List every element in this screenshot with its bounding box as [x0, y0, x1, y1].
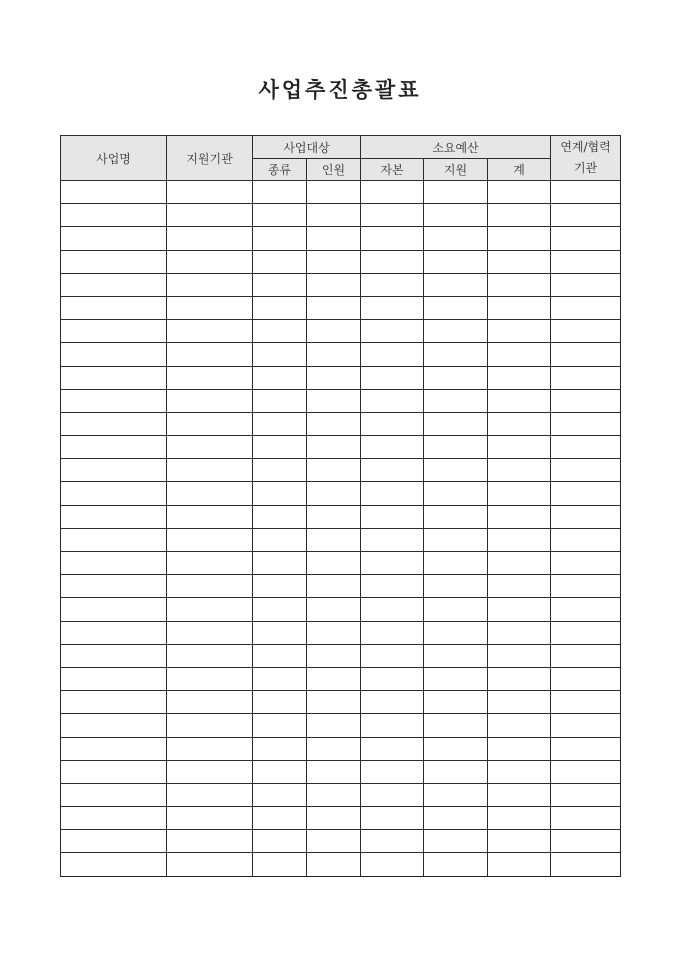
cell-business-name[interactable]	[61, 737, 167, 760]
cell-budget-support[interactable]	[424, 482, 488, 505]
cell-business-name[interactable]	[61, 667, 167, 690]
cell-budget-total[interactable]	[488, 459, 551, 482]
cell-budget-capital[interactable]	[361, 343, 424, 366]
table-row	[61, 436, 621, 459]
cell-business-name[interactable]	[61, 714, 167, 737]
cell-budget-capital[interactable]	[361, 273, 424, 296]
cell-budget-capital[interactable]	[361, 227, 424, 250]
cell-budget-total[interactable]	[488, 691, 551, 714]
cell-target-people[interactable]	[307, 528, 361, 551]
cell-business-name[interactable]	[61, 389, 167, 412]
table-row	[61, 714, 621, 737]
cell-target-type[interactable]	[253, 505, 307, 528]
cell-target-people[interactable]	[307, 691, 361, 714]
table-row	[61, 691, 621, 714]
table-row	[61, 830, 621, 853]
cell-budget-total[interactable]	[488, 296, 551, 319]
cell-budget-support[interactable]	[424, 853, 488, 876]
cell-target-type[interactable]	[253, 783, 307, 806]
cell-support-org[interactable]	[167, 343, 253, 366]
cell-budget-support[interactable]	[424, 204, 488, 227]
cell-budget-capital[interactable]	[361, 366, 424, 389]
business-summary-table	[60, 135, 621, 877]
cell-partner-org[interactable]	[551, 366, 621, 389]
header-budget-capital: 자본	[361, 159, 424, 181]
cell-budget-support[interactable]	[424, 181, 488, 204]
table-row	[61, 412, 621, 435]
cell-target-people[interactable]	[307, 737, 361, 760]
cell-budget-total[interactable]	[488, 482, 551, 505]
cell-target-type[interactable]	[253, 343, 307, 366]
cell-target-people[interactable]	[307, 482, 361, 505]
cell-budget-capital[interactable]	[361, 389, 424, 412]
header-budget-group: 소요예산	[361, 136, 551, 159]
cell-budget-total[interactable]	[488, 598, 551, 621]
cell-support-org[interactable]	[167, 691, 253, 714]
cell-budget-capital[interactable]	[361, 436, 424, 459]
cell-budget-support[interactable]	[424, 436, 488, 459]
table-row	[61, 667, 621, 690]
cell-target-type[interactable]	[253, 667, 307, 690]
cell-support-org[interactable]	[167, 296, 253, 319]
cell-budget-support[interactable]	[424, 459, 488, 482]
cell-target-people[interactable]	[307, 575, 361, 598]
cell-partner-org[interactable]	[551, 830, 621, 853]
cell-budget-capital[interactable]	[361, 552, 424, 575]
cell-target-type[interactable]	[253, 412, 307, 435]
cell-support-org[interactable]	[167, 598, 253, 621]
cell-target-type[interactable]	[253, 598, 307, 621]
cell-partner-org[interactable]	[551, 691, 621, 714]
table-row	[61, 366, 621, 389]
cell-target-people[interactable]	[307, 853, 361, 876]
header-partner-org	[551, 136, 621, 181]
table-row	[61, 273, 621, 296]
cell-target-people[interactable]	[307, 436, 361, 459]
cell-partner-org[interactable]	[551, 737, 621, 760]
cell-budget-total[interactable]	[488, 783, 551, 806]
table-body	[61, 181, 621, 877]
cell-support-org[interactable]	[167, 412, 253, 435]
cell-budget-support[interactable]	[424, 621, 488, 644]
cell-budget-capital[interactable]	[361, 204, 424, 227]
cell-budget-capital[interactable]	[361, 853, 424, 876]
table-row	[61, 760, 621, 783]
cell-target-type[interactable]	[253, 250, 307, 273]
cell-budget-capital[interactable]	[361, 412, 424, 435]
cell-partner-org[interactable]	[551, 528, 621, 551]
cell-business-name[interactable]	[61, 528, 167, 551]
cell-budget-capital[interactable]	[361, 459, 424, 482]
cell-target-people[interactable]	[307, 714, 361, 737]
cell-target-type[interactable]	[253, 853, 307, 876]
cell-business-name[interactable]	[61, 621, 167, 644]
cell-budget-support[interactable]	[424, 250, 488, 273]
cell-budget-support[interactable]	[424, 644, 488, 667]
cell-business-name[interactable]	[61, 505, 167, 528]
cell-budget-support[interactable]	[424, 366, 488, 389]
header-target-group: 사업대상	[253, 136, 361, 159]
table-row	[61, 621, 621, 644]
table-row	[61, 250, 621, 273]
cell-budget-support[interactable]	[424, 552, 488, 575]
cell-target-type[interactable]	[253, 528, 307, 551]
table-row	[61, 853, 621, 876]
cell-business-name[interactable]	[61, 366, 167, 389]
cell-target-people[interactable]	[307, 598, 361, 621]
cell-support-org[interactable]	[167, 250, 253, 273]
cell-budget-capital[interactable]	[361, 482, 424, 505]
cell-partner-org[interactable]	[551, 436, 621, 459]
cell-target-type[interactable]	[253, 366, 307, 389]
cell-business-name[interactable]	[61, 691, 167, 714]
cell-partner-org[interactable]	[551, 621, 621, 644]
cell-budget-support[interactable]	[424, 737, 488, 760]
cell-budget-support[interactable]	[424, 783, 488, 806]
cell-business-name[interactable]	[61, 320, 167, 343]
cell-business-name[interactable]	[61, 436, 167, 459]
cell-target-people[interactable]	[307, 552, 361, 575]
cell-budget-total[interactable]	[488, 366, 551, 389]
cell-support-org[interactable]	[167, 389, 253, 412]
cell-budget-total[interactable]	[488, 737, 551, 760]
cell-partner-org[interactable]	[551, 412, 621, 435]
cell-business-name[interactable]	[61, 459, 167, 482]
cell-business-name[interactable]	[61, 552, 167, 575]
cell-budget-support[interactable]	[424, 807, 488, 830]
cell-budget-total[interactable]	[488, 667, 551, 690]
table-row	[61, 320, 621, 343]
cell-budget-support[interactable]	[424, 227, 488, 250]
cell-budget-capital[interactable]	[361, 830, 424, 853]
cell-business-name[interactable]	[61, 412, 167, 435]
cell-budget-capital[interactable]	[361, 691, 424, 714]
cell-target-people[interactable]	[307, 389, 361, 412]
cell-business-name[interactable]	[61, 575, 167, 598]
cell-budget-total[interactable]	[488, 273, 551, 296]
cell-budget-capital[interactable]	[361, 714, 424, 737]
table-row	[61, 644, 621, 667]
table-row	[61, 343, 621, 366]
cell-target-people[interactable]	[307, 830, 361, 853]
cell-budget-total[interactable]	[488, 227, 551, 250]
cell-support-org[interactable]	[167, 783, 253, 806]
cell-partner-org[interactable]	[551, 482, 621, 505]
cell-support-org[interactable]	[167, 644, 253, 667]
cell-budget-capital[interactable]	[361, 737, 424, 760]
cell-budget-support[interactable]	[424, 528, 488, 551]
table-row	[61, 227, 621, 250]
cell-target-type[interactable]	[253, 389, 307, 412]
cell-target-people[interactable]	[307, 783, 361, 806]
cell-support-org[interactable]	[167, 714, 253, 737]
cell-support-org[interactable]	[167, 181, 253, 204]
table-row	[61, 783, 621, 806]
table-row	[61, 204, 621, 227]
cell-target-type[interactable]	[253, 459, 307, 482]
cell-budget-support[interactable]	[424, 343, 488, 366]
cell-partner-org[interactable]	[551, 760, 621, 783]
header-target-type: 종류	[253, 159, 307, 181]
cell-support-org[interactable]	[167, 830, 253, 853]
cell-business-name[interactable]	[61, 807, 167, 830]
cell-budget-support[interactable]	[424, 830, 488, 853]
table-row	[61, 459, 621, 482]
cell-support-org[interactable]	[167, 853, 253, 876]
cell-support-org[interactable]	[167, 552, 253, 575]
cell-budget-total[interactable]	[488, 204, 551, 227]
cell-target-type[interactable]	[253, 691, 307, 714]
cell-budget-support[interactable]	[424, 691, 488, 714]
header-budget-total: 계	[488, 159, 551, 181]
table-row	[61, 296, 621, 319]
cell-target-people[interactable]	[307, 807, 361, 830]
cell-partner-org[interactable]	[551, 853, 621, 876]
cell-budget-total[interactable]	[488, 320, 551, 343]
cell-partner-org[interactable]	[551, 343, 621, 366]
cell-target-people[interactable]	[307, 273, 361, 296]
cell-budget-total[interactable]	[488, 436, 551, 459]
cell-partner-org[interactable]	[551, 389, 621, 412]
cell-budget-total[interactable]	[488, 807, 551, 830]
cell-budget-total[interactable]	[488, 552, 551, 575]
table-row	[61, 552, 621, 575]
cell-business-name[interactable]	[61, 760, 167, 783]
cell-partner-org[interactable]	[551, 644, 621, 667]
header-business-name: 사업명	[61, 136, 167, 181]
cell-target-type[interactable]	[253, 320, 307, 343]
cell-budget-total[interactable]	[488, 853, 551, 876]
cell-budget-total[interactable]	[488, 250, 551, 273]
cell-support-org[interactable]	[167, 760, 253, 783]
cell-target-people[interactable]	[307, 505, 361, 528]
cell-support-org[interactable]	[167, 575, 253, 598]
table-row	[61, 598, 621, 621]
cell-support-org[interactable]	[167, 204, 253, 227]
cell-target-type[interactable]	[253, 644, 307, 667]
cell-target-type[interactable]	[253, 552, 307, 575]
cell-budget-capital[interactable]	[361, 783, 424, 806]
table-row	[61, 482, 621, 505]
cell-budget-total[interactable]	[488, 714, 551, 737]
cell-budget-total[interactable]	[488, 830, 551, 853]
cell-partner-org[interactable]	[551, 459, 621, 482]
cell-budget-total[interactable]	[488, 760, 551, 783]
cell-target-type[interactable]	[253, 296, 307, 319]
cell-budget-capital[interactable]	[361, 181, 424, 204]
cell-budget-capital[interactable]	[361, 621, 424, 644]
cell-budget-capital[interactable]	[361, 528, 424, 551]
cell-business-name[interactable]	[61, 853, 167, 876]
cell-target-people[interactable]	[307, 621, 361, 644]
cell-support-org[interactable]	[167, 505, 253, 528]
cell-budget-support[interactable]	[424, 389, 488, 412]
cell-business-name[interactable]	[61, 181, 167, 204]
cell-business-name[interactable]	[61, 250, 167, 273]
header-support-org: 지원기관	[167, 136, 253, 181]
cell-partner-org[interactable]	[551, 273, 621, 296]
table-row	[61, 528, 621, 551]
cell-budget-total[interactable]	[488, 528, 551, 551]
cell-partner-org[interactable]	[551, 227, 621, 250]
table-row	[61, 181, 621, 204]
cell-target-type[interactable]	[253, 181, 307, 204]
cell-support-org[interactable]	[167, 227, 253, 250]
cell-business-name[interactable]	[61, 227, 167, 250]
cell-partner-org[interactable]	[551, 505, 621, 528]
header-partner-org-line2: 기관	[573, 161, 598, 175]
cell-budget-capital[interactable]	[361, 667, 424, 690]
cell-target-people[interactable]	[307, 181, 361, 204]
cell-budget-total[interactable]	[488, 505, 551, 528]
cell-business-name[interactable]	[61, 830, 167, 853]
cell-budget-total[interactable]	[488, 343, 551, 366]
cell-budget-support[interactable]	[424, 320, 488, 343]
cell-target-type[interactable]	[253, 760, 307, 783]
cell-support-org[interactable]	[167, 459, 253, 482]
cell-budget-capital[interactable]	[361, 807, 424, 830]
cell-partner-org[interactable]	[551, 575, 621, 598]
cell-target-type[interactable]	[253, 482, 307, 505]
cell-budget-support[interactable]	[424, 598, 488, 621]
cell-target-people[interactable]	[307, 412, 361, 435]
cell-target-type[interactable]	[253, 737, 307, 760]
cell-target-people[interactable]	[307, 644, 361, 667]
cell-budget-total[interactable]	[488, 412, 551, 435]
cell-target-type[interactable]	[253, 204, 307, 227]
cell-budget-capital[interactable]	[361, 760, 424, 783]
cell-budget-support[interactable]	[424, 296, 488, 319]
cell-budget-support[interactable]	[424, 273, 488, 296]
table-row	[61, 389, 621, 412]
cell-partner-org[interactable]	[551, 783, 621, 806]
cell-partner-org[interactable]	[551, 552, 621, 575]
cell-support-org[interactable]	[167, 667, 253, 690]
cell-business-name[interactable]	[61, 343, 167, 366]
header-budget-support: 지원	[424, 159, 488, 181]
cell-target-type[interactable]	[253, 621, 307, 644]
cell-budget-total[interactable]	[488, 389, 551, 412]
cell-target-people[interactable]	[307, 227, 361, 250]
cell-partner-org[interactable]	[551, 204, 621, 227]
cell-budget-capital[interactable]	[361, 598, 424, 621]
cell-target-people[interactable]	[307, 366, 361, 389]
cell-target-people[interactable]	[307, 204, 361, 227]
cell-target-type[interactable]	[253, 830, 307, 853]
cell-target-people[interactable]	[307, 343, 361, 366]
cell-partner-org[interactable]	[551, 667, 621, 690]
cell-partner-org[interactable]	[551, 320, 621, 343]
cell-target-type[interactable]	[253, 273, 307, 296]
header-partner-org-line1: 연계/협력	[560, 140, 611, 154]
cell-business-name[interactable]	[61, 482, 167, 505]
cell-budget-support[interactable]	[424, 667, 488, 690]
cell-budget-total[interactable]	[488, 575, 551, 598]
table-row	[61, 575, 621, 598]
cell-business-name[interactable]	[61, 783, 167, 806]
cell-target-type[interactable]	[253, 227, 307, 250]
cell-target-people[interactable]	[307, 667, 361, 690]
cell-target-people[interactable]	[307, 459, 361, 482]
cell-business-name[interactable]	[61, 273, 167, 296]
cell-target-type[interactable]	[253, 714, 307, 737]
cell-budget-capital[interactable]	[361, 250, 424, 273]
cell-support-org[interactable]	[167, 320, 253, 343]
cell-budget-capital[interactable]	[361, 644, 424, 667]
cell-budget-capital[interactable]	[361, 296, 424, 319]
table-row	[61, 505, 621, 528]
cell-budget-capital[interactable]	[361, 505, 424, 528]
cell-partner-org[interactable]	[551, 296, 621, 319]
cell-business-name[interactable]	[61, 296, 167, 319]
header-target-people: 인원	[307, 159, 361, 181]
cell-budget-capital[interactable]	[361, 575, 424, 598]
cell-target-people[interactable]	[307, 296, 361, 319]
cell-budget-support[interactable]	[424, 714, 488, 737]
cell-support-org[interactable]	[167, 807, 253, 830]
cell-target-people[interactable]	[307, 320, 361, 343]
cell-target-people[interactable]	[307, 250, 361, 273]
cell-partner-org[interactable]	[551, 714, 621, 737]
cell-budget-support[interactable]	[424, 505, 488, 528]
document-title: 사업추진총괄표	[258, 77, 422, 102]
cell-budget-support[interactable]	[424, 412, 488, 435]
cell-partner-org[interactable]	[551, 181, 621, 204]
cell-budget-total[interactable]	[488, 181, 551, 204]
table-row	[61, 737, 621, 760]
cell-target-type[interactable]	[253, 807, 307, 830]
cell-budget-total[interactable]	[488, 621, 551, 644]
cell-target-type[interactable]	[253, 436, 307, 459]
cell-support-org[interactable]	[167, 366, 253, 389]
cell-budget-support[interactable]	[424, 760, 488, 783]
cell-target-type[interactable]	[253, 575, 307, 598]
table-row	[61, 807, 621, 830]
cell-partner-org[interactable]	[551, 807, 621, 830]
cell-business-name[interactable]	[61, 598, 167, 621]
cell-budget-support[interactable]	[424, 575, 488, 598]
cell-support-org[interactable]	[167, 528, 253, 551]
cell-partner-org[interactable]	[551, 250, 621, 273]
cell-partner-org[interactable]	[551, 598, 621, 621]
cell-target-people[interactable]	[307, 760, 361, 783]
cell-business-name[interactable]	[61, 644, 167, 667]
cell-support-org[interactable]	[167, 621, 253, 644]
cell-support-org[interactable]	[167, 436, 253, 459]
cell-support-org[interactable]	[167, 737, 253, 760]
cell-budget-capital[interactable]	[361, 320, 424, 343]
cell-support-org[interactable]	[167, 482, 253, 505]
cell-support-org[interactable]	[167, 273, 253, 296]
cell-business-name[interactable]	[61, 204, 167, 227]
cell-budget-total[interactable]	[488, 644, 551, 667]
